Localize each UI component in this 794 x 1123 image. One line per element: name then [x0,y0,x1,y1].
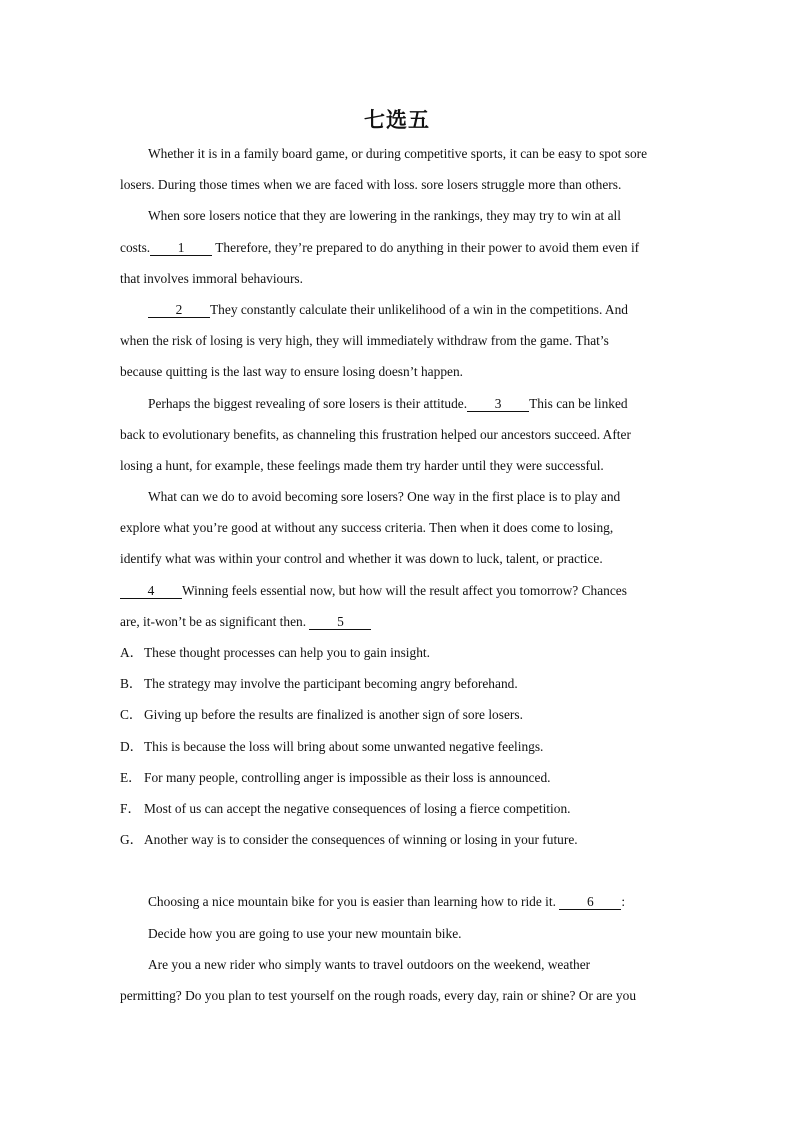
text-run: Therefore, they’re prepared to do anything in their power to avoid them even if [215,239,640,255]
blank-4[interactable]: 4 [120,583,182,599]
option-letter: B． [120,676,143,692]
option-text: For many people, controlling anger is impossible as their loss is announced. [144,769,551,785]
option-text: This is because the loss will bring about some unwanted negative feelings. [144,738,544,754]
text-run: Are you a new rider who simply wants to travel outdoors on the weekend, weather [148,956,591,972]
passage-2-line-3 [120,955,672,986]
passage-2-line-1 [120,892,672,923]
text-run: They constantly calculate their unlikelihood of a win in the competitions. And [210,301,628,317]
paragraph-1-line-1 [120,144,672,175]
blank-5[interactable]: 5 [309,614,371,630]
text-run: permitting? Do you plan to test yourself on the rough roads, every day, rain or shine? Or are you [120,987,637,1003]
option-letter: E． [120,769,142,785]
paragraph-5-line-1 [120,487,672,518]
passage-2-line-2 [120,924,672,955]
option-letter: D． [120,738,144,754]
option-text: Most of us can accept the negative consequences of losing a fierce competition. [144,800,571,816]
option-text: Another way is to consider the consequences of winning or losing in your future. [144,832,578,848]
text-run: are, it-won’t be as significant then. [120,613,307,629]
text-run: explore what you’re good at without any success criteria. Then when it does come to losing, [120,520,614,536]
paragraph-3-line-3 [120,362,672,393]
blank-2[interactable]: 2 [148,302,210,318]
option-text: Giving up before the results are finalized is another sign of sore losers. [144,707,523,723]
paragraph-1-line-2 [120,175,672,206]
option-letter: A． [120,645,144,660]
text-run: costs. [120,239,151,255]
option-text: These thought processes can help you to gain insight. [144,645,430,660]
paragraph-2-line-2 [120,238,672,269]
paragraph-3-line-1 [120,300,672,331]
text-run: losing a hunt, for example, these feelings made them try harder until they were successful. [120,457,604,473]
paragraph-2-line-1 [120,206,672,237]
option-b [120,674,672,705]
text-run: Whether it is in a family board game, or during competitive sports, it can be easy to spot sore [148,146,648,161]
text-run: that involves immoral behaviours. [120,270,303,286]
paragraph-4-line-2 [120,425,672,456]
option-e [120,768,672,799]
option-f [120,799,672,830]
option-letter: G． [120,832,144,848]
paragraph-5-line-4 [120,581,672,612]
option-g [120,830,672,861]
paragraph-5-line-2 [120,518,672,549]
text-run: : [621,894,626,910]
section-gap [120,861,672,892]
text-run: Perhaps the biggest revealing of sore losers is their attitude. [148,395,468,411]
text-run: When sore losers notice that they are lowering in the rankings, they may try to win at all [148,208,622,224]
blank-1[interactable]: 1 [150,240,212,256]
text-run: back to evolutionary benefits, as channeling this frustration helped our ancestors succeed. After [120,426,631,442]
text-run: This can be linked [529,395,628,411]
option-text: The strategy may involve the participant becoming angry beforehand. [144,676,518,692]
text-run: What can we do to avoid becoming sore losers? One way in the first place is to play and [148,489,621,505]
paragraph-3-line-2 [120,331,672,362]
text-run: Choosing a nice mountain bike for you is easier than learning how to ride it. [148,894,556,910]
text-run: Decide how you are going to use your new mountain bike. [148,925,462,941]
blank-3[interactable]: 3 [467,396,529,412]
page-title: 七选五 [364,108,430,132]
option-a [120,643,672,674]
text-run: because quitting is the last way to ensure losing doesn’t happen. [120,364,464,380]
passage-2-line-4 [120,986,672,1017]
text-run: identify what was within your control and whether it was down to luck, talent, or practice. [120,551,603,567]
option-letter: C． [120,707,143,723]
option-c [120,705,672,736]
option-d [120,737,672,768]
text-run: when the risk of losing is very high, they will immediately withdraw from the game. That’s [120,333,609,349]
text-run: Winning feels essential now, but how will the result affect you tomorrow? Chances [182,582,627,598]
paragraph-5-line-5 [120,612,672,643]
paragraph-4-line-1 [120,394,672,425]
option-letter: F． [120,800,141,816]
document-body [120,144,672,1017]
paragraph-2-line-3 [120,269,672,300]
paragraph-5-line-3 [120,549,672,580]
text-run: losers. During those times when we are faced with loss. sore losers struggle more than others. [120,177,622,193]
paragraph-4-line-3 [120,456,672,487]
blank-6[interactable]: 6 [559,894,621,910]
